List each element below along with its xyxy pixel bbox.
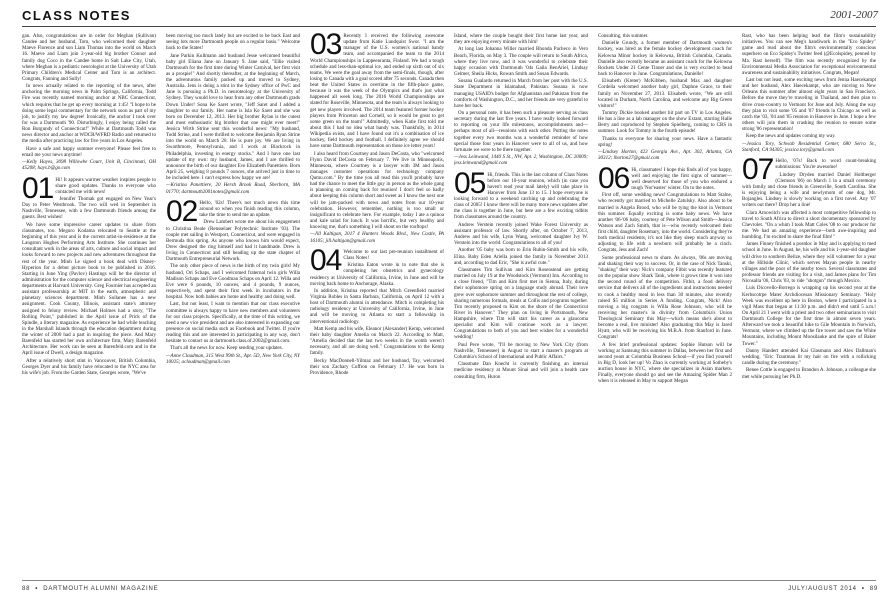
secretary-signature: —Lindsey Horton, 423 Georgia Ave., Apt. 302, Atlanta, GA 30312; lhorton27@gmail.com [598, 149, 732, 162]
note-paragraph: Danny Handert attended Kai Glasmann and Alex Dallman's wedding. "Eric Trautman lit my hair on fire with a rollicking candle during the ceremony." [742, 347, 876, 367]
class-year-dropcap: 07 [742, 153, 774, 187]
note-paragraph: been moving too much lately but are excited to be back East and seeing lots more Dartmouth people on a regular basis." Welcome back to the States! [166, 33, 300, 52]
note-paragraph: James Finney finished a postdoc in May and is applying to med school in June. In August, he, his wife and his 1-year-old daughter will drive to southern Belize, where they will volunteer for a year at the Hillside Clinic, which serves Mayan people in nearby villages and the poor of the nearby town. Several classmates and professor friends are visiting for a visit, and James plans for Tim Nicosalla '06, Chris '03, to ride "shotgun" through Mexico. [742, 241, 876, 285]
note-paragraph: Welcome to our last pre-reunion installment of Class Notes! [343, 248, 444, 261]
page-footer [0, 578, 896, 600]
secretary-signature: —Jill Kaltigan, 2017 4 Hunters Woods Blvd., New Castle, PA 16105; jill.haltigan@gmail.com [310, 231, 444, 244]
note-paragraph: Recently I received the following awesome update from Katie Lundquist Swor. "I am the manager of the U.S. women's national bandy team, and accompanied the team to the 2014 World Championships in Lappeenranta, Finland. We had a tough schedule and less-than-optimal ice, and ended up sixth out of six teams. We were the goal away from the semi-finals, though, after losing to Canada with a goal scored after 75 seconds. Canada then beat the United States in overtime in the fifth-place game, because it was the week of the Olympics and that's just what happened all week long. The 2016 World Championships are slated for Roseville, Minnesota, and the team is always looking to get new players involved. The 2014 team featured former hockey players from Princeton and Cornell, so it would be great to get some green on the team!" Admittedly, when Katie first told me about this I had no idea what bandy was. Thankfully, in 2014 Wikipedia exists, and I have found out it's a combination of ice hockey, field hockey and football. I definitely agree we should have some Dartmouth representation on those ice letter years! [310, 33, 444, 150]
note-paragraph: Clara Arnowitch was affected a most competitive fellowship to travel to South Africa to direct a short documentary sponsored by Chevrolet. "On a whim I took Matt Coles '08 to our producer for me. We had an amazing experience—both awe-inspiring and humbling. I'm excited to share the final film!" [742, 209, 876, 240]
column-5 [598, 33, 732, 576]
note-paragraph: Last but not least, some exciting news from Jenna Haecekampt and her husband, Alex Haecekampt, who are moving to New Orleans this summer after almost eight years in San Francisco. Before the move they're traveling in Thailand, and then plan to drive cross-country to Vermont for June and July. Along the way they plan to visit some '05 and '07 friends in Chicago as well as catch the '03, '04 and '05 reunion in Hanover in June. I hope a few others will join them in crashing the reunion to ensure some strong '06 representation! [742, 77, 876, 133]
footer-rule [22, 580, 876, 581]
footer-right: JULY/AUGUST 2014 • 89 [788, 586, 878, 592]
header-rule [22, 26, 876, 27]
note-paragraph: Danielle Grundy, a former member of Dartmouth women's hockey, was hired as the female hockey development coach for Kelowna Minor hockey in Kelowna, British Columbia, Canada. Danielle also recently became an assistant coach for the Kelowna Rockets Under 21 Cente Tinner and she is very excited to head back to Hanover in June. Congratulations, Danielle! [598, 40, 732, 77]
note-paragraph: On a personal note, it has been such a pleasure serving as class secretary during the last five years. I have really looked forward to reporting on your life milestones, accomplishments and—perhaps most of all—reunions with each other. Putting the notes together every two months was a wonderful reminder of how special those four years in Hanover were to all of us, and how fortunate we were to be there together. [454, 110, 588, 153]
issue-date: JULY/AUGUST 2014 [788, 586, 857, 592]
note-paragraph: Matt Kemp and his wife, Eleanor (Alexander) Kemp, welcomed their baby daughter Amelia on March 22. According to Matt, "Amelia decided that the last two weeks in the womb weren't necessary, and all are doing well." Congratulations to the Kemp family. [310, 325, 444, 357]
note-paragraph: Andrew Verstein recently joined Wake Forest University as assistant professor of law. Shortly after, on October 7, 2013, Andrew and his wife, Lynn Wang, welcomed daughter Ivy W. Verstein into the world. Congratulations to all of you! [454, 221, 588, 247]
class-year-dropcap: 05 [454, 166, 486, 200]
column-3 [310, 33, 444, 576]
footer-left: 88 • DARTMOUTH ALUMNI MAGAZINE [22, 586, 159, 592]
note-paragraph: Some professional news to share. As always, '06s are moving and shaking their way to success. Or, in the case of Nick Tanski, "shaking" their way: Nick's company Fitbit was recently featured on the popular show Shark Tank, where it grows time it won into the second round of the competition. Fitbit, a food delivery service that delivers all of the ingredients and instructions needed to cook a healthy meal in less than 30 minutes, also recently raised $5 million in Series A funding. Congrats, Nick! Also moving a big congrats is Willa Rose Johnson, who will be receiving her master's in divinity from Columbia's Union Theological Seminary this May—which means she's about to become a real, live minister! Also graduating this May is Jared Hyatt, who will be receiving his M.B.A. from Stanford in June. Congrats! [598, 254, 732, 341]
note-paragraph: Elisabeth (Kreter) McKibben, husband Max and daughter Cordelia welcomed another baby girl, Daphne Grace, to their family on November 27, 2013. Elisabeth wrote, "We are still located in Durham, North Carolina, and welcome any Big Green visitors!" [598, 78, 732, 109]
secretary-signature: —Anne Cloudman, 315 West 99th St., Apt. 5D, New York City, NY 10025; acloudman@gmail.com [166, 352, 300, 365]
note-paragraph: Another '05 baby was born to Erin Rubin-Smith and his wife, Elina. Baby Eden Ariella joined the family in November 2013 and, according to dad Eric, "She is awful cute." [454, 247, 588, 266]
note-paragraph: Hi, classmates! I hope this finds all of you happy, well and enjoying the first signs of summer—well deserved for those of you who endured a tough 'Nor'easter' winter. On to the notes. [631, 166, 732, 191]
note-paragraph: In addition, Kristina reported that Mitch Greenfield married Virginia Robles in Santa Barbara, California, on April 12 with a host of Dartmouth alumni in attendance. Mitch is completing his radiology residency at University of California, Irvine, in June and will be moving to Atlanta to start a fellowship in interventional radiology. [310, 287, 444, 325]
note-paragraph: Jane Parkin Kullmann and husband Jesse welcomed beautiful baby girl Eliana Jane on January 9. Jane said, "Ellie visited Dartmouth for the first time during Winter Carnival, her first visit as a prospie!" And shortly thereafter, at the beginning of March, the adventurous family packed up and moved to Sydney, Australia. Jens is doing a stint in the Sydney office of PwC and Jane is pursuing a Ph.D. in neuroteology at the University of Sydney. They would love to hear from any other Dartmouth grads Down Under! Sona Ke Saret wrote, "Jeff Saret and I added a daughter to our family. Her name is Isla Ke Saret and she was born on December 12, 2013. Her big brother Rylan is the cutest and most enthusiastic big brother that one might ever meet!" Jessica Wirth Strine sent this wonderful news: "My husband, Todd Strine, and I were thrilled to welcome Benjamin Ryan Strine into the world on March 28. He is pure joy. We are living in Swarthmore, Pennsylvania, and I work at Blackrock in Philadelphia, investing in energy stocks." And I have one last update of my own: my husband, James, and I are thrilled to announce the birth of our daughter Eve Elizabeth Panettiere. Born April 25, weighing 8 pounds 7 ounces, she arrived just in time to be included here. I can't express how happy we are! [166, 52, 300, 182]
page-number-left: 88 [22, 586, 31, 592]
secretary-signature: —Jess Leinwand, 1440 S St., NW, Apt. 2, Washington, DC 20009; jess.leinwand@gmail.com [454, 154, 588, 167]
column-2 [166, 33, 300, 576]
note-paragraph: That's all the news for now. Keep sending your updates. [170, 345, 283, 352]
note-paragraph: In news actually related to the reporting of the news, after anchoring the morning news in Palm Springs, California, Todd Fire was recently named morning anchor at NBC Connecticut, which requires that he get up every morning at 1:45! "I hope to be doing some legal commentary for the network soon as part of my job, to justify my law degree! Ironically, the anchor I took over for was a Dartmouth '90. Disturbingly, I enjoy being called the Ron Burgundy of Connecticut!" While at Dartmouth Todd was news director and anchor at WDCR/WFRD Radio and returned to the media after practicing law for five years in Los Angeles. [22, 83, 156, 145]
note-paragraph: Drew Lambert wrote me about his engagement to Christina Beale (Rensselaer Polytechnic Institute '03). The couple met sailing in Westport, Connecticut, and were engaged in Bermuda this spring. As anyone who knows him would expect, Drew designed the ring himself and had it handmade. Drew is living in Connecticut and still heading up the state chapter of Dartmouth Entrepreneurial Network. [166, 219, 300, 263]
secretary-signature: —Kristina Panettiere, 20 Hersh Brook Road, Sherborn, MA 01770; dartmouth2001notes@gmail.com [166, 182, 300, 195]
note-paragraph: The only other piece of news is the birth of my twin girls! My husband, Ori Schaps, and I welcomed fraternal twin girls Willa Madison Schaps and Eve Goodman Schaps on April 12. Willa and Eve were 6 pounds, 10 ounces, and 4 pounds, 9 ounces, respectively, and spent their first week in incubators in the hospital. Now both babies are home and healthy and doing well. [166, 263, 300, 301]
note-paragraph: Jennifer Thomak got engaged on New Year's Day to Peter Westbrook. The two will wed in September in Nashville, Tennessee, with a few Dartmouth friends among the guests. Best wishes! [22, 196, 156, 221]
column-4 [454, 33, 588, 576]
secretary-signature: —Kelly Hayes, 3098 Willowbe Court, Unit B, Cincinnati, OH 45208; hays.b@go.com [22, 159, 156, 172]
note-paragraph: Island, where the couple bought their first home last year, and they are enjoying every minute with him! [454, 33, 588, 46]
class-years: 2001-2007 [830, 9, 878, 21]
note-paragraph: gan. Also, congratulations are in order for Meghan (Sullivan) Candee and her husband, Tom, who welcomed their daughter Maeve Florence and son Liam Thomas into the world on March 16. Maeve and Liam join 2-year-old big brother Connor and family dog Coco in the Candee home in Salt Lake City, Utah, where Meghan is a pediatric neurologist at the University of Utah Primary Children's Medical Center and Tom is an architect. Congrats, Fanning and Sully! [22, 33, 156, 82]
note-paragraph: Renee Cottle is engaged to Brandon A. Johnson, a colleague she met while pursuing her Ph.D. [742, 367, 876, 380]
column-6 [742, 33, 876, 576]
note-paragraph: Tommy Dickie booked another bit part on TV in Los Angeles. He has a line as a lab manager on the show Extant, starring Halle Berry and coproduced by Stephen Spielberg, coming to CBS in summer. Look for Tommy in the fourth episode! [598, 110, 732, 135]
note-paragraph: Keep the news and updates coming my way. [746, 133, 836, 140]
magazine-name: DARTMOUTH ALUMNI MAGAZINE [43, 586, 159, 592]
page-header [0, 0, 896, 30]
note-paragraph: A few brief professional updates: Sophie Hutson will be working at Samsung this summer in Dallas, between her first and second years at Columbia Business School—if you find yourself in Big D, look her up! Vo Zhao is currently working at Sotheby's auction house in NYC, where she specializes in Asian markets. Finally, everyone should go and see the Amazing Spider Man 2 when it is released in May to support Megan [598, 341, 732, 385]
note-paragraph: Paul Pece wrote, "I'll be moving to New York City (from Nashville, Tennessee) in August to start a master's program at Columbia's School of International and Public Affairs." [454, 341, 588, 360]
class-year-dropcap: 01 [22, 171, 54, 205]
note-paragraph: Consulting, this summer. [598, 33, 649, 39]
section-title: CLASS NOTES [22, 8, 131, 23]
class-year-dropcap: 02 [166, 194, 198, 228]
note-paragraph: Luis Dicovello-Borrego is wrapping up his second year at the Kerbscotrpe Mater Archdiocesan Missionary Seminary. "Holy Week was excellent up here in Boston, where I participated in a vigil Mass that began at 11:30 p.m. and didn't end until 5 a.m.! On April 21 I went with a priest and two other seminarians to visit Dartmouth College for the first time in almost seven years. Afterward we took a beautiful hike to Gile Mountain in Norwich, Vermont, where we climbed up the fire tower and saw the White Mountains, including Mount Moosilauke and the spire of Baker Tower." [742, 285, 876, 347]
note-paragraph: Have a safe and happy summer everyone! Please feel free to email me your news anytime! [22, 145, 156, 158]
note-paragraph: Thanks to everyone for sharing your news. Have a fantastic spring! [598, 135, 732, 148]
note-paragraph: Becky MacDonnell-Yilmaz and her husband, Tay, welcomed their son Zachary Coffron on February 17. He was born in Providence, Rhode [310, 357, 444, 376]
note-paragraph: At long last Johanna Willer married Rhonda Pacheco in Vero Beach, Florida, on May 3. The couple will return to South Africa, where they live now, and it was wonderful to celebrate their happy occasion with Dartmouth '04s Gaila BenAriel, Lindsay Gelmer, Sheila Hicks, Rowan Smith and Susan Edwards. [454, 46, 588, 77]
note-paragraph: Last, but not least, I want to mention that our class executive committee is always happy to have new members and volunteers for our class projects. Specifically, at the time of this writing, we need a new vice president and are also interested in expanding our presence on social media such as Facebook and Twitter. If you're reading this and are interested in participating in any way, don't hesitate to contact us at dartmouth.class.of.2002@gmail.com. [166, 301, 300, 345]
note-paragraph: Classmates Tim Sullivan and Kim Rosenstead are getting married on July 19 at the Woodstock (Vermont) Inn. According to a close friend, "Tim and Kim first met in Sienna, Italy, during their sophomore spring on a language study abroad. Their love grew over sophomore summer and throughout the rest of college, sharing numerous formals, meals at Collis and programs together. Tim recently proposed to Kim on the shore of the Connecticut River in Hanover." They plan on living in Portsmouth, New Hampshire, where Tim will start his career as a glaucoma specialist and Kim will continue work as a lawyer. Congratulations to both of you and best wishes for a wonderful wedding! [454, 267, 588, 341]
class-year-dropcap: 03 [310, 33, 342, 61]
note-paragraph: We have some impressive career updates to share from classmates, too. Meguro Kodama relocated to Seattle at the beginning of this year and is the current artist-in-residence at the Langston Hughes Performing Arts Institute. She continues her consultant work in the areas of arts, culture and social impact and looks forward to new projects and new adventures throughout the rest of the year. Minh Le signed a book deal with Disney-Hyperion for a debut picture book to be published in 2016. Starting in June Ying (Pavlov) Hastings will be the director of administration for the computer science and electrical engineering departments at Harvard University. Greg Fournier has accepted an assistant professorship at MIT in the earth, atmospheric and planetary sciences department. Minh Sollanee has a new assignment. Cook County, Illinois, assistant state's attorney assigned to felony review. Michael Holmes had a story, "The Rolling Point," published in the April issue of Prick of the Spindle, a literary magazine. As experience he had while teaching in the Marshall Islands through the education department during the winter of 2000 had a part in inspiring the piece. And Mary Barenfeld has started her own architecture firm, Mary Barenfeld Architecture. Her work can be seen at Barenfeld.com and in the April issue of Dwell, a design magazine. [22, 221, 156, 357]
note-paragraph: Hello, '07s! Back to word count-breaking submissions: You're awesome! [775, 158, 876, 171]
class-year-dropcap: 06 [598, 161, 630, 195]
secretary-signature: —Jessica Tory, Schwab Residential Center, 680 Serra St., Stanford, CA 94305; jessica.tory@gmail.com [742, 140, 876, 153]
note-paragraph: Hi, friends. This is the last column of Class Notes before our 10-year reunion, which (in case you haven't read your mail lately) will take place in Hanover from June 13 to 15. I hope everyone is looking forward to a weekend catching up and celebrating the class of 2005! I know there will be many more news updates after the class is together in June, but here are a few exciting tidbits from classmates around the country. [454, 171, 588, 221]
note-paragraph: Lindsey Dryden married Daniel Holtberger (Clemson '06) on March 1 in a small ceremony with family and close friends in Greenville, South Carolina. She is enjoying being a wife and newlymom of one dog, Mr. Bojangles. Lindsey is slowly working on a first novel. Any '07 writers out there? Drop her a line! [742, 171, 876, 209]
class-year-dropcap: 04 [310, 243, 342, 277]
note-paragraph: Kristina Eaton wrote in to note that she is completing her obstetrics and gynecology residency at University of California, Irvine, in June and will be moving back home to Anchorage, Alaska. [310, 262, 444, 287]
note-paragraph: Classmate Dan Knecht is currently finishing an internal medicine residency at Mount Sinai and will join a health care consulting firm, Huron [454, 361, 588, 380]
note-paragraph: I also heard from Courtney and Jason DeCosta, who "welcomed Flynn David DeCosta on February 7. We live in Minneapolis, Minnesota, where Courtney is a lawyer with 3M and Jason manages customer operations for technology company Qumu.com." By the time you all read this you'll probably have had the chance to meet the little guy in person as the whole gang is planning on coming back for reunion! I don't feel so badly about keeping this column short and sweet as I know the next one will be jam-packed with news and notes from our 10-year celebration. However, remember, nothing is too small or insignificant to celebrate here. For example, today I ate a quinoa and kale salad for lunch. It was horrific, but very healthy and knowing me, that's something I will shout on the rooftops! [310, 150, 444, 231]
page-number-right: 89 [869, 586, 878, 592]
column-1 [22, 33, 156, 576]
note-paragraph: First off, some wedding news! Congratulations to Matt Stalne, who recently got married to Michelle Zatulsky. Also about to be married is Angela Brood, who will be tying the knot in Vermont this summer. Equally exciting is some baby news. We have another '06-'06 baby, courtesy of Pete Wilson and Smith—Jessica Watson and Zach Smith, that is—who recently welcomed their first child, daughter Rosemary, into the world. Considering they're both medical residents, it's not like they sleep much anyway so adjusting to life with a newborn will probably be a cinch. Congrats, Jess and Zach! [598, 192, 732, 254]
note-paragraph: After a relatively short stint in Vancouver, British Columbia, Georges Dyer and his family have relocated to the NYC area for his wife's job. From the Garden State, Georges wrote, "We've [22, 357, 156, 376]
note-paragraph: Hi! It appears warmer weather inspires people to share good updates. Thanks to everyone who contacted me with news! [55, 176, 156, 195]
note-paragraph: Hello, '02s! There's not much news this time around so when you finish reading this column, take the time to send me an update. [199, 199, 300, 219]
note-paragraph: Rast, who has been helping lead the film's sustainability initiatives. You can see Meg's handiwork in the "Eco Spidey" game and read about the film's environmentally conscious superhero on Eco Spidey's Twitter feed (@Ecolspidey, penned by Ma. Rast herself). The film was recently recognized by the Environmental Media Association for exceptional environmental awareness and sustainability initiatives. Congrats, Megan! [742, 33, 876, 76]
note-paragraph: Susana Gualardo returned in March from her post with the U.S. State Department in Islamabad, Pakistan. Susana is now managing USAID's budget for Afghanistan and Pakistan from the comforts of Washington, D.C., and her friends are very grateful to have her back. [454, 78, 588, 109]
